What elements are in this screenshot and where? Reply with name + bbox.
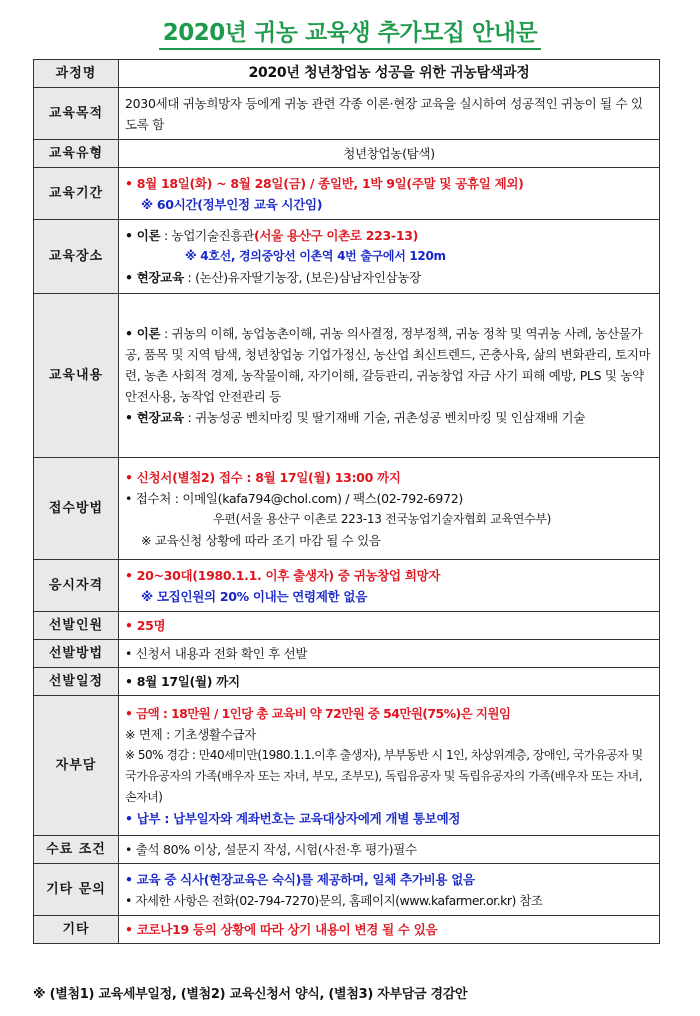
- page-title: 2020년 귀농 교육생 추가모집 안내문: [159, 14, 541, 50]
- row-purpose: [34, 88, 660, 140]
- info-table: [33, 59, 660, 944]
- row-fee: [34, 696, 660, 836]
- attachment-note: ※ (별첨1) 교육세부일정, (별첨2) 교육신청서 양식, (별첨3) 자부담금 경감안: [33, 987, 468, 1002]
- label-place: 교육장소: [34, 220, 119, 294]
- label-apply: 접수방법: [34, 458, 119, 560]
- value-type: 청년창업농(탐색): [119, 140, 660, 168]
- apply-note: ※ 교육신청 상황에 따라 조기 마감 될 수 있음: [141, 532, 381, 548]
- row-count: [34, 612, 660, 640]
- row-etc: [34, 916, 660, 944]
- content-theory: [125, 323, 653, 407]
- content-theory-prefix: • 이론: [125, 326, 161, 341]
- content-field-text: : 귀농성공 벤치마킹 및 딸기재배 기술, 귀촌성공 벤치마킹 및 인삼재배 기술: [183, 410, 586, 425]
- row-schedule: [34, 668, 660, 696]
- value-course: 2020년 청년창업농 성공을 위한 귀농탐색과정: [119, 60, 660, 88]
- place-field-text: : (논산)유자딸기농장, (보은)삼남자인삼농장: [183, 270, 421, 285]
- fee-discount: ※ 50% 경감 : 만40세미만(1980.1.1.이후 출생자), 부부동반 시 1인, 차상위계층, 장애인, 국가유공자 및 국가유공자의 가족(배우자 또는 자녀, 부모, 조부모), 독립유공자 및 독립유공자의 가족(배우자 또는 자녀, 손자녀): [125, 747, 643, 804]
- label-count: 선발인원: [34, 612, 119, 640]
- value-content: [119, 294, 660, 458]
- row-apply: [34, 458, 660, 560]
- label-period: 교육기간: [34, 168, 119, 220]
- place-theory-prefix: • 이론: [125, 228, 161, 243]
- content-field: [125, 407, 653, 428]
- value-method: • 신청서 내용과 전화 확인 후 선발: [119, 640, 660, 668]
- label-fee: 자부담: [34, 696, 119, 836]
- place-subway: ※ 4호선, 경의중앙선 이촌역 4번 출구에서 120m: [185, 249, 446, 263]
- content-theory-text: : 귀농의 이해, 농업농촌이해, 귀농 의사결정, 정부정책, 귀농 정착 및 역귀농 사례, 농산물가공, 품목 및 지역 탐색, 청년창업농 기업가정신, 농산업 최신트렌드, 곤충사육, 삶의 변화관리, 토지마련, 농촌 사회적 경제, 농작물이해, 자기이해, 갈등관리, 귀농창업 자금 사기 피해 예방, PLS 및 농약안전사용, 농작업 안전관리 등: [125, 326, 651, 404]
- value-count: • 25명: [119, 612, 660, 640]
- place-field-prefix: • 현장교육: [125, 270, 184, 285]
- place-theory-text: : 농업기술진흥관: [160, 228, 254, 243]
- place-theory: [125, 225, 653, 246]
- value-etc: • 코로나19 등의 상황에 따라 상기 내용이 변경 될 수 있음: [119, 916, 660, 944]
- apply-mail: 우편(서울 용산구 이촌로 223-13 전국농업기술자협회 교육연수부): [213, 511, 552, 526]
- row-qualify: [34, 560, 660, 612]
- label-method: 선발방법: [34, 640, 119, 668]
- place-theory-address: (서울 용산구 이촌로 223-13): [253, 228, 419, 243]
- period-dates: • 8월 18일(화) ~ 8월 28일(금) / 종일반, 1박 9일(주말 및 공휴일 제외): [125, 175, 524, 191]
- row-method: [34, 640, 660, 668]
- value-purpose: 2030세대 귀농희망자 등에게 귀농 관련 각종 이론·현장 교육을 실시하여 성공적인 귀농이 될 수 있도록 함: [119, 88, 660, 140]
- fee-amount: • 금액 : 18만원 / 1인당 총 교육비 약 72만원 중 54만원(75%)은 지원임: [125, 705, 511, 721]
- row-type: [34, 140, 660, 168]
- title-wrap: [0, 14, 700, 50]
- apply-contact: • 접수처 : 이메일(kafa794@chol.com) / 팩스(02-792-6972): [125, 490, 463, 506]
- row-place: [34, 220, 660, 294]
- label-complete: 수료 조건: [34, 836, 119, 864]
- row-complete: [34, 836, 660, 864]
- row-course: [34, 60, 660, 88]
- label-type: 교육유형: [34, 140, 119, 168]
- content-field-prefix: • 현장교육: [125, 410, 184, 425]
- row-inquiry: [34, 864, 660, 916]
- place-field: [125, 267, 653, 288]
- label-inquiry: 기타 문의: [34, 864, 119, 916]
- inquiry-contact: • 자세한 사항은 전화(02-794-7270)문의, 홈페이지(www.kafarmer.or.kr) 참조: [125, 892, 543, 908]
- fee-payment: • 납부 : 납부일자와 계좌번호는 교육대상자에게 개별 통보예정: [125, 810, 461, 826]
- label-purpose: 교육목적: [34, 88, 119, 140]
- apply-deadline: • 신청서(별첨2) 접수 : 8월 17일(월) 13:00 까지: [125, 469, 401, 485]
- value-schedule: • 8월 17일(월) 까지: [119, 668, 660, 696]
- value-inquiry: [119, 864, 660, 916]
- row-period: [34, 168, 660, 220]
- value-fee: [119, 696, 660, 836]
- period-hours: ※ 60시간(정부인정 교육 시간임): [141, 196, 323, 212]
- value-place: [119, 220, 660, 294]
- label-content: 교육내용: [34, 294, 119, 458]
- fee-exempt: ※ 면제 : 기초생활수급자: [125, 726, 257, 742]
- label-schedule: 선발일정: [34, 668, 119, 696]
- label-course: 과정명: [34, 60, 119, 88]
- value-complete: • 출석 80% 이상, 설문지 작성, 시험(사전·후 평가)필수: [119, 836, 660, 864]
- value-qualify: [119, 560, 660, 612]
- qualify-note: ※ 모집인원의 20% 이내는 연령제한 없음: [141, 588, 367, 604]
- label-etc: 기타: [34, 916, 119, 944]
- inquiry-meal: • 교육 중 식사(현장교육은 숙식)를 제공하며, 일체 추가비용 없음: [125, 871, 475, 887]
- row-content: [34, 294, 660, 458]
- value-period: [119, 168, 660, 220]
- qualify-age: • 20~30대(1980.1.1. 이후 출생자) 중 귀농창업 희망자: [125, 567, 441, 583]
- label-qualify: 응시자격: [34, 560, 119, 612]
- value-apply: [119, 458, 660, 560]
